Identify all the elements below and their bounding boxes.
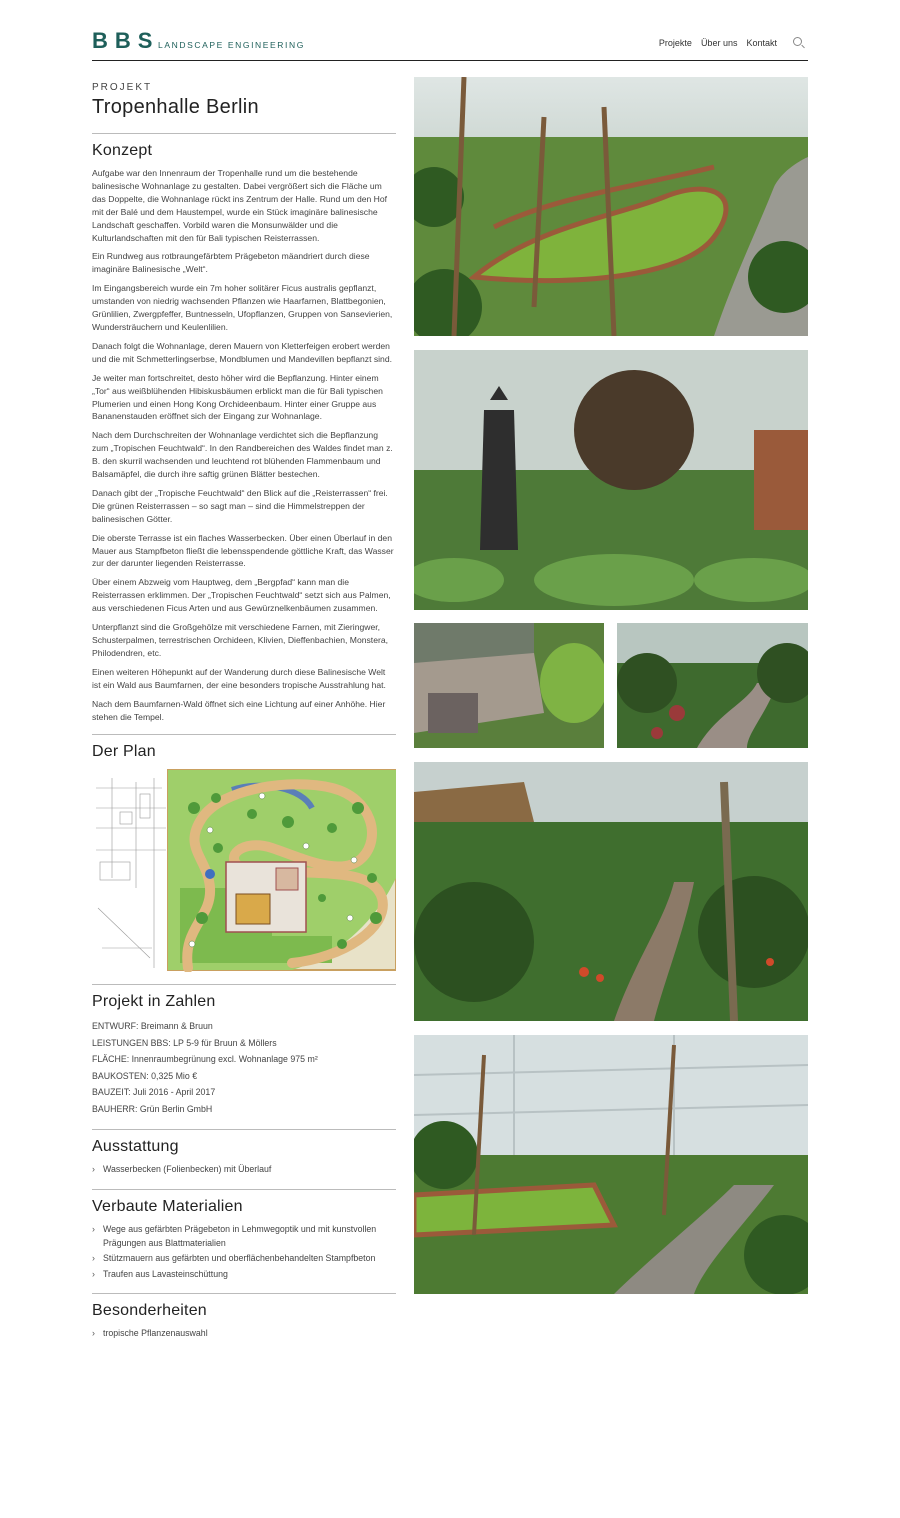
list-item: › Stützmauern aus gefärbten und oberflächenbehandelten Stampfbeton xyxy=(92,1252,396,1266)
gallery-photo-path[interactable] xyxy=(617,623,808,748)
project-details xyxy=(92,82,396,1343)
site-header xyxy=(92,26,808,61)
paragraph: Im Eingangsbereich wurde ein 7m hoher solitärer Ficus australis gepflanzt, umstanden von niedrig wachsenden Pflanzen wie Haarfarnen, Blattbegonien, Grünlilien, Zwergpfeffer, Buntnesseln, Ufopflanzen, Gruppen von Sansevierien, Wundersträuchern und Keulenlilien. xyxy=(92,283,393,332)
paragraph: Unterpflanzt sind die Großgehölze mit verschiedene Farnen, mit Zieringwer, Schusterpalmen, terrestrischen Orchideen, Klivien, Dieffenbachien, Monstera, Philodendren, etc. xyxy=(92,622,388,658)
logo-subtitle: LANDSCAPE ENGINEERING xyxy=(158,40,305,50)
main-nav xyxy=(659,38,802,48)
zahlen-heading: Projekt in Zahlen xyxy=(92,993,216,1011)
site-plan-image[interactable] xyxy=(92,768,396,972)
materialien-heading: Verbaute Materialien xyxy=(92,1198,243,1216)
konzept-text xyxy=(92,167,396,723)
divider xyxy=(92,133,396,134)
besonderheiten-heading: Besonderheiten xyxy=(92,1302,207,1320)
fact: BAUKOSTEN: 0,325 Mio € xyxy=(92,1070,198,1081)
list-item: › Wege aus gefärbten Prägebeton in Lehmwegoptik und mit kunstvollen Prägungen aus Blattmaterialien xyxy=(92,1223,396,1250)
gallery-photo-hall[interactable] xyxy=(414,1035,808,1294)
paragraph: Danach gibt der „Tropische Feuchtwald“ den Blick auf die „Reisterrassen“ frei. Die grünen Reisterrassen – so sagt man – sind die Himmelstreppen der balinesischen Götter. xyxy=(92,487,388,524)
paragraph: Aufgabe war den Innenraum der Tropenhalle rund um die bestehende balinesische Wohnanlage zu gestalten. Dabei vergrößert sich die Fläche um das Doppelte, die Wohnanlage rückt ins Zentrum der Halle. Rund um den Hof mit der Balé und dem Haustempel, wurde ein Stück imaginäre balinesische Landschaft geschaffen. Vorbild waren die Monsunwälder und die Kulturlandschaften mit den für Bali typischen Reisterrassen. xyxy=(92,168,388,243)
konzept-heading: Konzept xyxy=(92,142,153,159)
list-item: › tropische Pflanzenauswahl xyxy=(92,1327,396,1341)
fact: ENTWURF: Breimann & Bruun xyxy=(92,1021,213,1032)
paragraph: Einen weiteren Höhepunkt auf der Wanderung durch diese Balinesische Welt ist ein Wald aus Baumfarnen, der eine besonders tropische Ausstrahlung hat. xyxy=(92,666,386,690)
divider xyxy=(92,984,396,985)
gallery-photo-terraces[interactable] xyxy=(414,77,808,336)
project-eyebrow: PROJEKT xyxy=(92,82,153,93)
paragraph: Ein Rundweg aus rotbraungefärbtem Prägebeton mäandriert durch diese imaginäre Balinesische „Welt“. xyxy=(92,251,370,275)
divider xyxy=(92,734,396,735)
list-item: › Wasserbecken (Folienbecken) mit Überlauf xyxy=(92,1163,396,1177)
fact: LEISTUNGEN BBS: LP 5-9 für Bruun & Möllers xyxy=(92,1037,277,1048)
list-item: › Traufen aus Lavasteinschüttung xyxy=(92,1268,396,1282)
plan-heading: Der Plan xyxy=(92,743,156,761)
paragraph: Nach dem Baumfarnen-Wald öffnet sich eine Lichtung auf einer Anhöhe. Hier stehen die Tempel. xyxy=(92,698,386,722)
ausstattung-list xyxy=(92,1163,396,1177)
gallery-photo-shrine[interactable] xyxy=(414,350,808,610)
facts-list xyxy=(92,1018,396,1117)
nav-projekte[interactable]: Projekte xyxy=(658,38,692,48)
gallery-photo-forest[interactable] xyxy=(414,762,808,1021)
paragraph: Die oberste Terrasse ist ein flaches Wasserbecken. Über einen Überlauf in den Mauer aus Stampfbeton fließt die lebensspendende göttliche Kraft, das Wasser zur der darunter liegenden Reisterrasse. xyxy=(92,532,394,569)
fact: FLÄCHE: Innenraumbegrünung excl. Wohnanlage 975 m² xyxy=(92,1054,318,1065)
page-title: Tropenhalle Berlin xyxy=(92,96,259,118)
ausstattung-heading: Ausstattung xyxy=(92,1138,179,1156)
paragraph: Nach dem Durchschreiten der Wohnanlage verdichtet sich die Bepflanzung zum „Tropischen Feuchtwald“. In den Randbereichen des Waldes findet man z. B. den skurril wachsenden und leuchtend rot blühenden Flammenbaum und Balsamäpfel, die durch ihre saftig grünen Blätter bestechen. xyxy=(92,430,393,480)
materialien-list xyxy=(92,1223,396,1281)
besonderheiten-list xyxy=(92,1327,396,1341)
fact: BAUZEIT: Juli 2016 - April 2017 xyxy=(92,1087,216,1098)
divider xyxy=(92,1129,396,1130)
fact: BAUHERR: Grün Berlin GmbH xyxy=(92,1103,213,1114)
gallery-photo-water[interactable] xyxy=(414,623,604,748)
divider xyxy=(92,1293,396,1294)
paragraph: Je weiter man fortschreitet, desto höher wird die Bepflanzung. Hinter einem „Tor“ aus weißblühenden Hibiskusbäumen erblickt man die für Bali typischen Plumerien und einen Hong Kong Orchideenbaum. Hinter einer Gruppe aus Bananenstauden eröffnet sich der Eingang zur Wohnanlage. xyxy=(92,372,383,422)
divider xyxy=(92,1189,396,1190)
nav-kontakt[interactable]: Kontakt xyxy=(746,38,777,48)
paragraph: Über einem Abzweig vom Hauptweg, dem „Bergpfad“ kann man die Reisterrassen erklimmen. Der „Tropischen Feuchtwald“ setzt sich aus Palmen, aus verschiedenen Ficus Arten und aus Gewürznelkenbäumen zusammen. xyxy=(92,577,391,614)
nav-ueber-uns[interactable]: Über uns xyxy=(700,38,738,48)
search-icon[interactable] xyxy=(793,37,802,46)
logo[interactable]: BBS xyxy=(92,28,160,53)
paragraph: Danach folgt die Wohnanlage, deren Mauern von Kletterfeigen erobert werden und die mit Schmetterlingserbse, Mondblumen und Mandevillen bepflanzt sind. xyxy=(92,340,392,364)
